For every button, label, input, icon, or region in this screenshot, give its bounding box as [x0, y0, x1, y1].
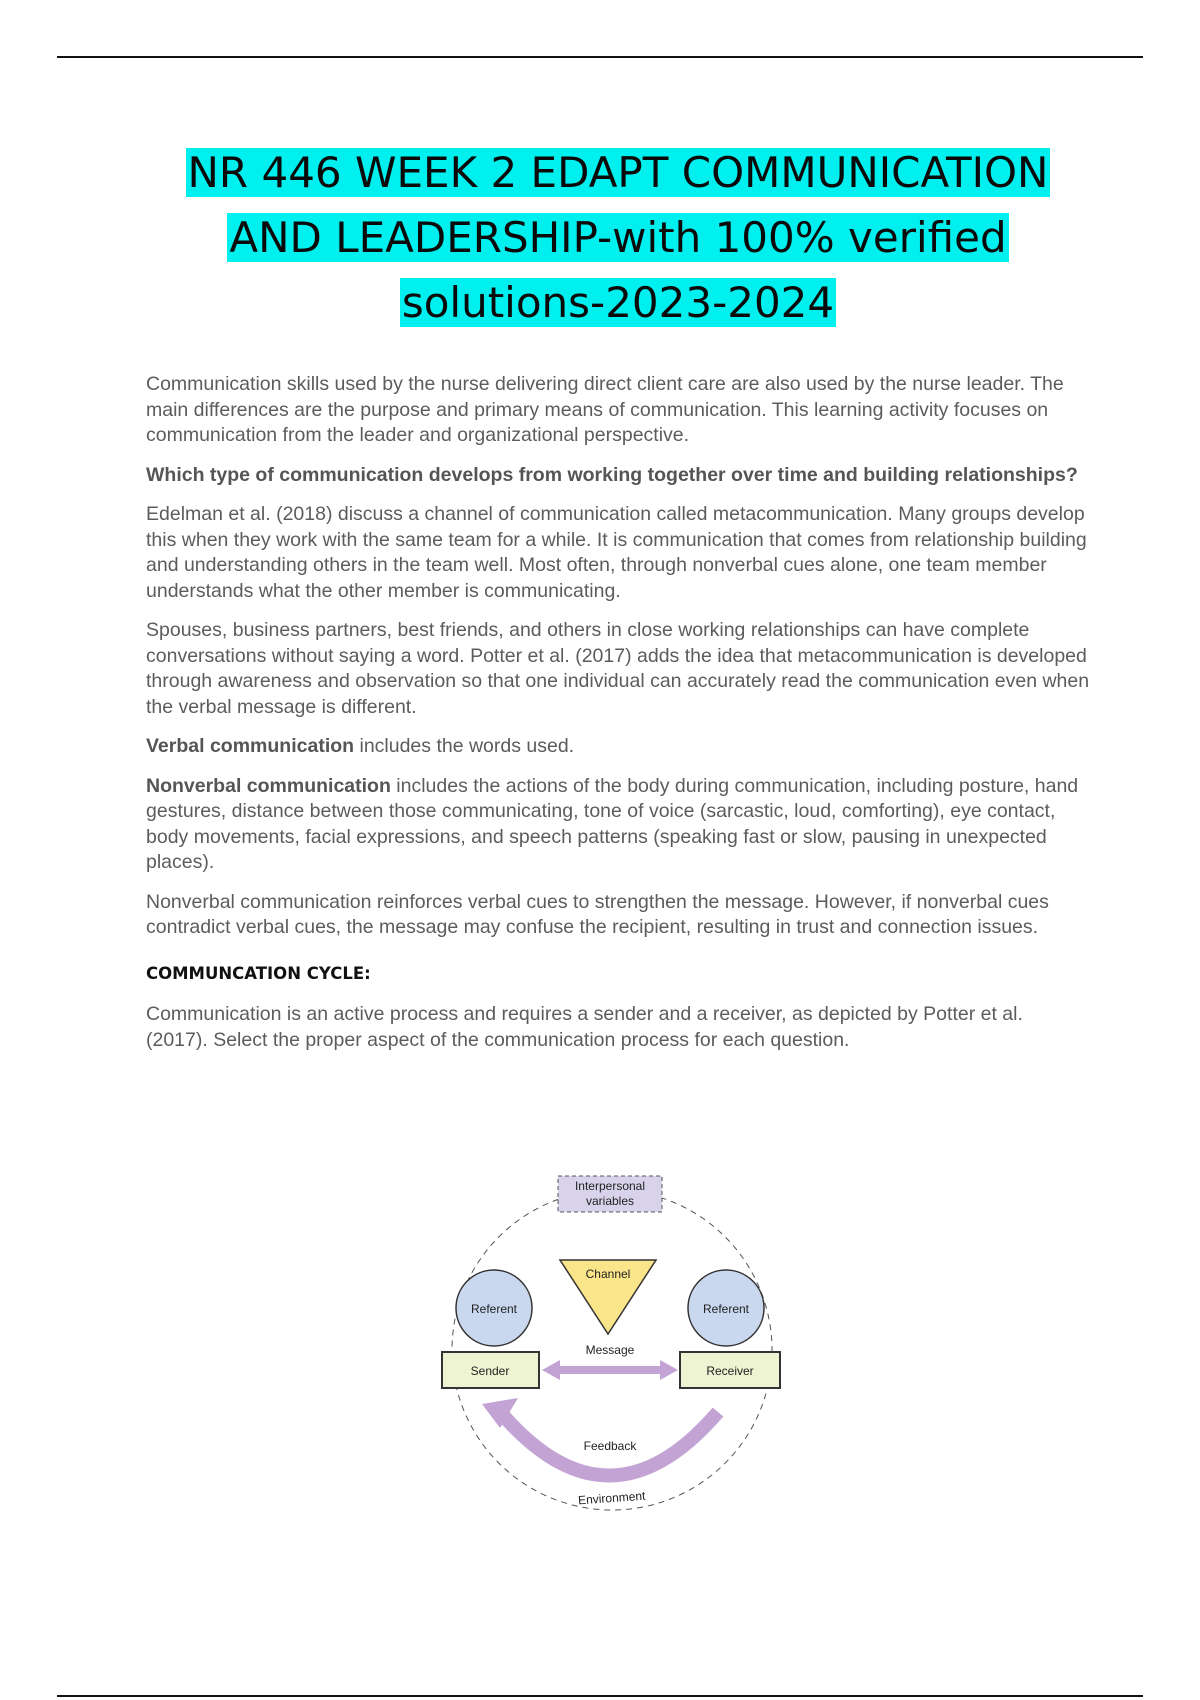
metacommunication-paragraph: Edelman et al. (2018) discuss a channel of communication called metacommunication. Many groups develop this when they work with the same team for a while. It is communication that comes from relationship building and understanding others in the team well. Most often, through nonverbal cues alone, one team member understands what the other member is communicating. — [146, 503, 1087, 602]
relationships-paragraph: Spouses, business partners, best friends, and others in close working relationships can have complete conversations without saying a word. Potter et al. (2017) adds the idea that metacommunication is developed through awareness and observation so that one individual can accurately read the communication even when the verbal message is different. — [146, 619, 1090, 718]
document-body — [146, 372, 1090, 1067]
nonverbal-term: Nonverbal communication — [146, 774, 391, 797]
document-title: NR 446 WEEK 2 EDAPT COMMUNICATION AND LEADERSHIP-with 100% verified solutions-2023-2024 — [187, 148, 1049, 327]
referent-left-label: Referent — [470, 1302, 518, 1316]
intro-paragraph: Communication skills used by the nurse delivering direct client care are also used by the nurse leader. The main differences are the purpose and primary means of communication. This learning activity focuses on communication from the leader and organizational perspective. — [146, 373, 1064, 446]
interpersonal-label: Interpersonal — [574, 1179, 646, 1193]
bottom-rule — [57, 1695, 1143, 1697]
receiver-label: Receiver — [706, 1364, 754, 1378]
channel-label: Channel — [585, 1267, 631, 1281]
message-label: Message — [585, 1343, 635, 1357]
communication-cycle-diagram — [430, 1170, 800, 1515]
referent-right-label: Referent — [702, 1302, 750, 1316]
nonverbal-definition: includes the actions of the body during communication, including posture, hand gestures, distance between those communicating, tone of voice (sarcastic, loud, comforting), eye contact, body movements, facial expressions, and speech patterns (speaking fast or slow, pausing in unexpected places). — [146, 774, 1079, 873]
variables-label: variables — [585, 1194, 635, 1208]
feedback-label: Feedback — [583, 1439, 637, 1453]
cycle-heading: COMMUNCATION CYCLE: — [146, 963, 371, 983]
sender-label: Sender — [470, 1364, 510, 1378]
nonverbal-paragraph — [146, 774, 1090, 876]
verbal-definition: includes the words used. — [354, 735, 575, 757]
diagram-svg — [430, 1170, 800, 1515]
environment-label: Environment — [577, 1488, 646, 1508]
question-heading: Which type of communication develops from working together over time and building relationships? — [146, 463, 1078, 486]
cycle-intro-paragraph: Communication is an active process and requires a sender and a receiver, as depicted by Potter et al. (2017). Select the proper aspect of the communication process for each question. — [146, 1003, 1023, 1051]
verbal-term: Verbal communication — [146, 735, 355, 757]
verbal-paragraph — [146, 734, 1090, 760]
message-arrow-right-head — [660, 1360, 678, 1380]
top-rule — [57, 56, 1143, 58]
reinforce-paragraph: Nonverbal communication reinforces verbal cues to strengthen the message. However, if nonverbal cues contradict verbal cues, the message may confuse the recipient, resulting in trust and connection issues. — [146, 890, 1049, 938]
message-arrow-left-head — [542, 1360, 560, 1380]
